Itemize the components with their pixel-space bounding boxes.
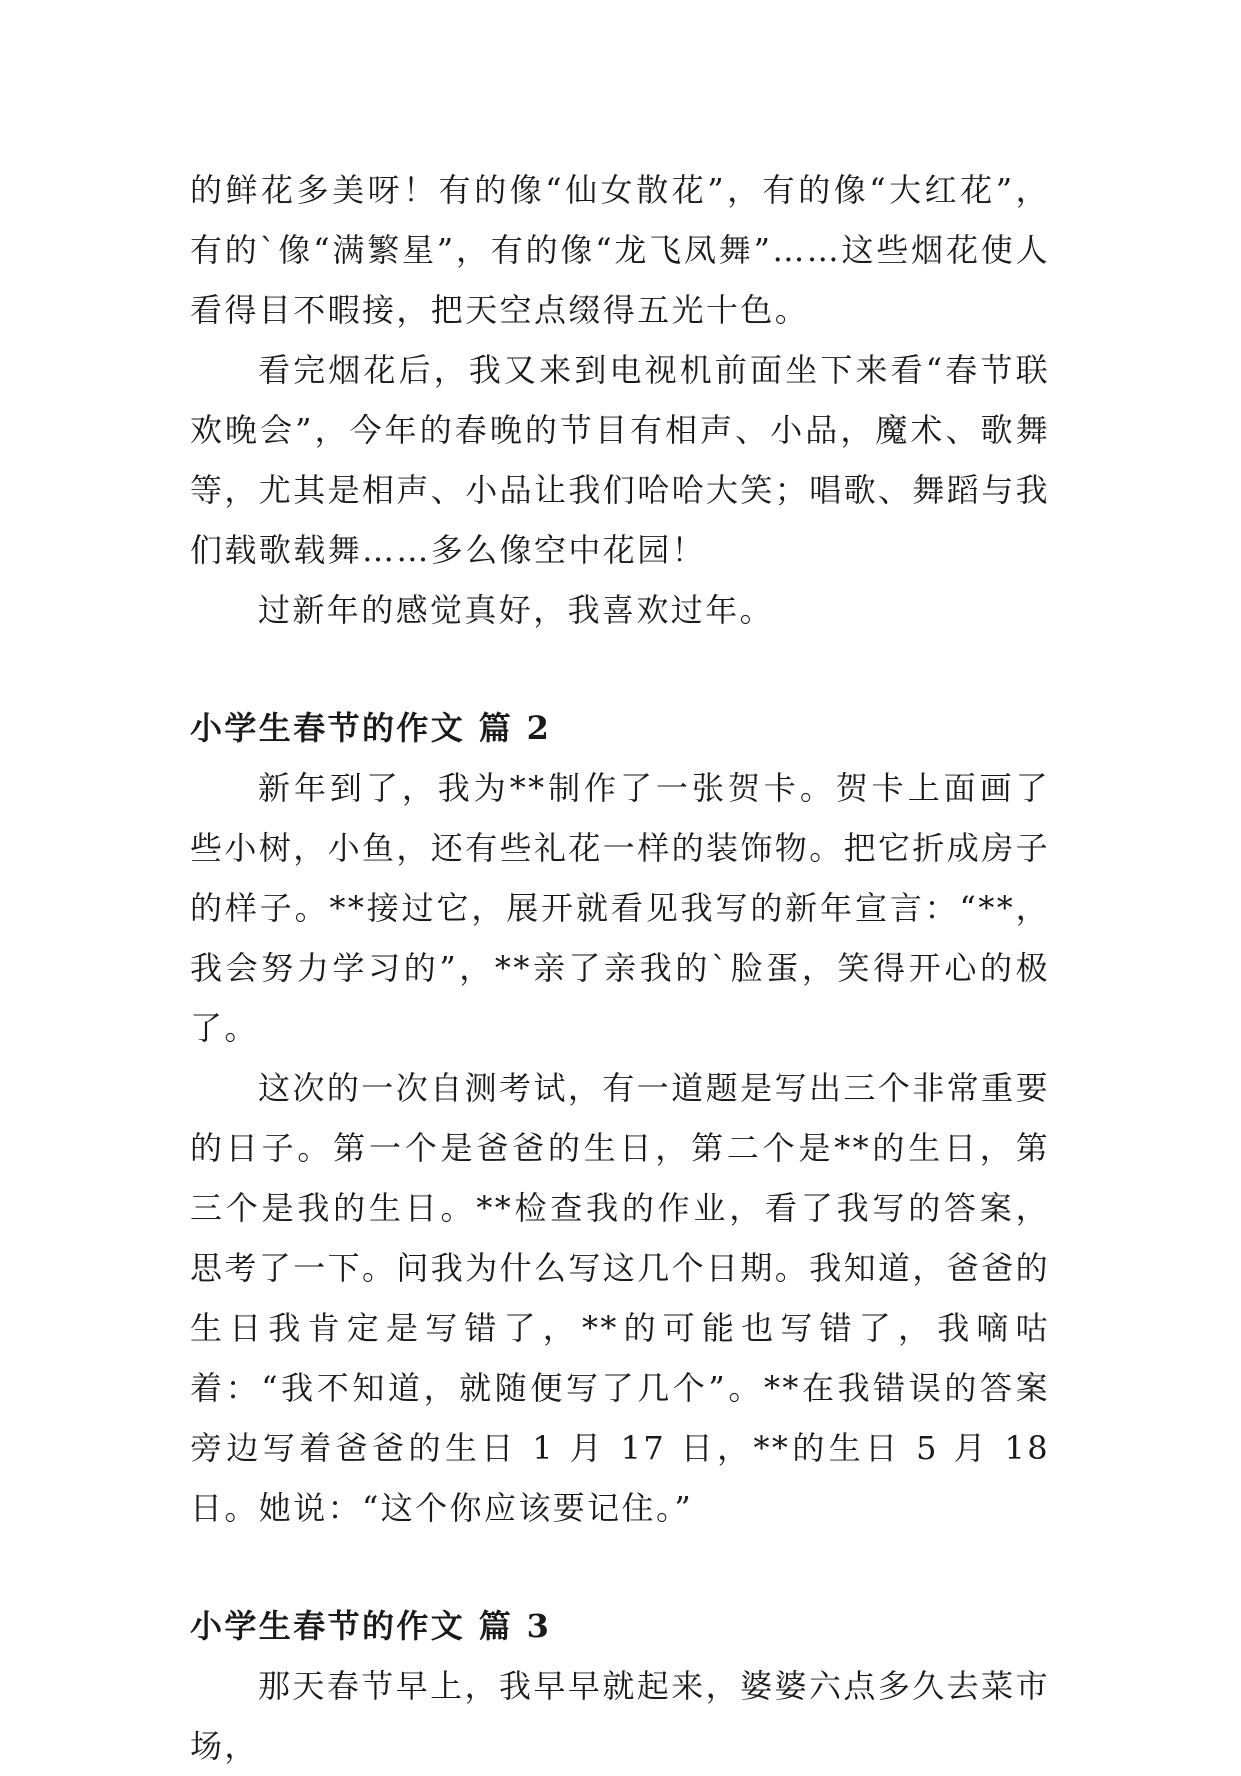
section-gap bbox=[190, 640, 1050, 698]
paragraph-spring-gala: 看完烟花后，我又来到电视机前面坐下来看“春节联欢晚会”，今年的春晚的节目有相声、小品，魔术、歌舞等，尤其是相声、小品让我们哈哈大笑；唱歌、舞蹈与我们载歌载舞……多么像空中花园！ bbox=[190, 351, 1051, 569]
paragraph-new-year-feeling: 过新年的感觉真好，我喜欢过年。 bbox=[258, 591, 775, 629]
paragraph-greeting-card: 新年到了，我为**制作了一张贺卡。贺卡上面画了些小树，小鱼，还有些礼花一样的装饰物。把它折成房子的样子。**接过它，展开就看见我写的新年宣言：“**，我会努力学习的”，**亲了亲我的`脸蛋，笑得开心的极了。 bbox=[190, 769, 1051, 1047]
section-heading-2: 小学生春节的作文 篇 2 bbox=[190, 709, 552, 747]
section-heading-3: 小学生春节的作文 篇 3 bbox=[190, 1607, 552, 1645]
paragraph-self-test: 这次的一次自测考试，有一道题是写出三个非常重要的日子。第一个是爸爸的生日，第二个是**的生日，第三个是我的生日。**检查我的作业，看了我写的答案，思考了一下。问我为什么写这几个日期。我知道，爸爸的生日我肯定是写错了，**的可能也写错了，我嘀咕着：“我不知道，就随便写了几个”。**在我错误的答案旁边写着爸爸的生日 1 月 17 日，**的生日 5 月 18 日。她说：“这个你应该要记住。” bbox=[190, 1069, 1051, 1527]
document-body bbox=[190, 160, 1050, 1776]
paragraph-fireworks-end: 的鲜花多美呀！有的像“仙女散花”，有的像“大红花”，有的`像“满繁星”，有的像“龙飞凤舞”……这些烟花使人看得目不暇接，把天空点缀得五光十色。 bbox=[190, 171, 1050, 329]
paragraph-spring-morning: 那天春节早上，我早早就起来，婆婆六点多久去菜市场， bbox=[190, 1667, 1050, 1765]
section-gap bbox=[190, 1538, 1050, 1596]
